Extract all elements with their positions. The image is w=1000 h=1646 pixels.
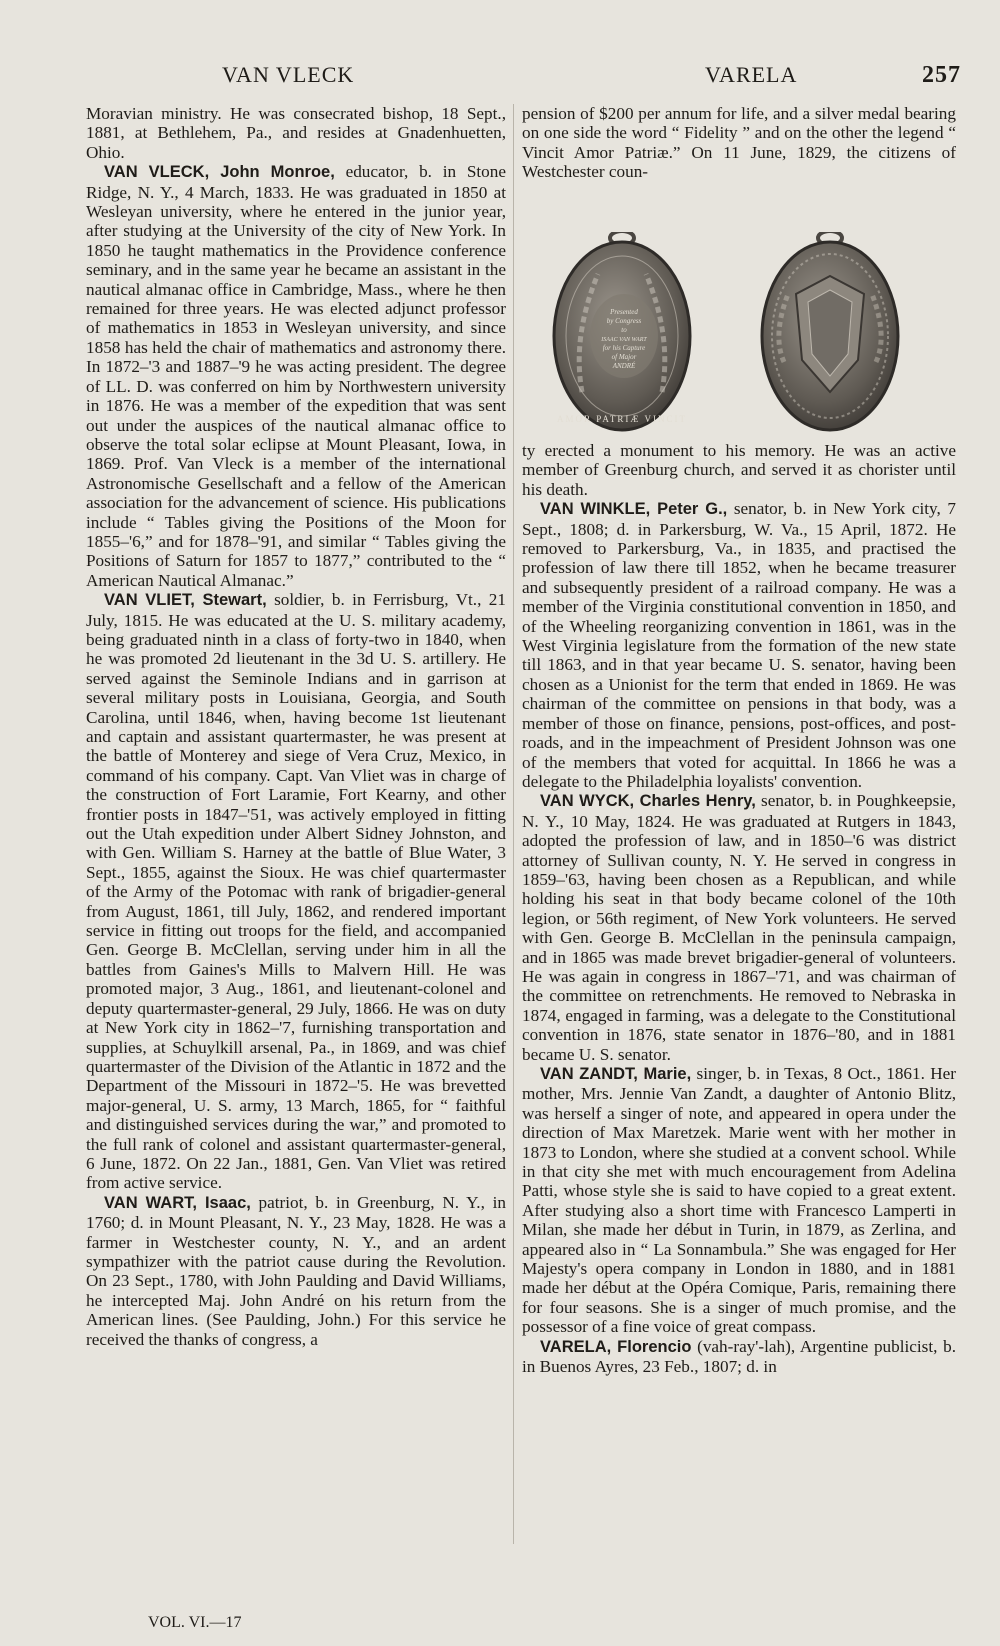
entry-continuation: Moravian ministry. He was consecrated bishop, 18 Sept., 1881, at Bethlehem, Pa., and resides at Gnadenhuetten, Ohio. — [86, 104, 506, 162]
entry-continuation-right: pension of $200 per annum for life, and a silver medal bearing on one side the word “ Fidelity ” and on the other the legend “ Vincit Amor Patriæ.” On 11 June, 1829, the citizens of Westchester coun- — [522, 104, 956, 182]
column-rule — [513, 104, 514, 1544]
medal-front — [554, 232, 690, 430]
entry-van-vliet: VAN VLIET, Stewart, soldier, b. in Ferrisburg, Vt., 21 July, 1815. He was educated at the U. S. military academy, being graduated ninth in a class of forty-two in 1840, when he was promoted 2d lieutenant in the 3d U. S. artillery. He served against the Seminole Indians and in garrison at several military posts in Louisiana, Georgia, and South Carolina, until 1846, when, having become 1st lieutenant and captain and assistant quartermaster, he was present at the battle of Monterey and siege of Vera Cruz, Mexico, in command of his company. Capt. Van Vliet was in charge of the construction of Fort Laramie, Fort Kearny, and other frontier posts in 1847–'51, was actively employed in fitting out the Utah expedition under Albert Sidney Johnston, and with Gen. William S. Harney at the battle of Blue Water, 3 Sept., 1855, against the Sioux. He was chief quartermaster of the Army of the Potomac with rank of brigadier-general from August, 1861, till July, 1862, and rendered important service in fitting out troops for the field, and accompanied Gen. George B. McClellan, serving under him in all the battles from Gaines's Mills to Malvern Hill. He was promoted major, 3 Aug., 1861, and lieutenant-colonel and deputy quartermaster-general, 29 July, 1866. He was on duty at New York city in 1862–'7, furnishing transportation and supplies, at Schuylkill arsenal, Pa., in 1869, and was chief quartermaster of the Division of the Atlantic in 1872 and the Department of the Missouri in 1872–'5. He was brevetted major-general, U. S. army, 13 March, 1865, for “ faithful and distinguished services during the war,” and promoted to the full rank of colonel and assistant quartermaster-general, 6 June, 1872. On 22 Jan., 1881, Gen. Van Vliet was retired from active service. — [86, 590, 506, 1193]
page-number: 257 — [922, 62, 961, 88]
entry-van-vleck: VAN VLECK, John Monroe, educator, b. in Stone Ridge, N. Y., 4 March, 1833. He was graduated in 1850 at Wesleyan university, where he entered in the junior year, after studying at the University of the city of New York. In 1850 he taught mathematics in the Providence conference seminary, and in the same year he became an assistant in the nautical almanac office in Cambridge, Mass., where he then remained for three years. He was elected adjunct professor of mathematics in 1853 in Wesleyan university, and since 1858 has held the chair of mathematics and astronomy there. In 1872–'3 and 1887–'9 he was acting president. The degree of LL. D. was conferred on him by Northwestern university in 1876. He was a member of the expedition that was sent out under the auspices of the nautical almanac office to observe the total solar eclipse at Mount Pleasant, Iowa, in 1869. Prof. Van Vleck is a member of the international Astronomische Gesellschaft and a fellow of the American association for the advancement of science. His publications include “ Tables giving the Positions of the Moon for 1855–'6,” and for 1878–'91, and similar “ Tables giving the Positions of Saturn for 1857 to 1877,” contributed to the “ American Nautical Almanac.” — [86, 162, 506, 590]
right-column-top — [522, 104, 956, 182]
entry-continuation-van-wart: ty erected a monument to his memory. He was an active member of Greenburg church, and served it as chorister until his death. — [522, 441, 956, 499]
medal-front-inscription-line: for his Capture — [602, 344, 646, 352]
volume-signature: VOL. VI.—17 — [148, 1614, 242, 1631]
entry-van-winkle: VAN WINKLE, Peter G., senator, b. in New York city, 7 Sept., 1808; d. in Parkersburg, W. Va., 15 April, 1872. He removed to Parkersburg, Va., in 1835, and practised the profession of law there till 1852, when he became treasurer and subsequently president of a railroad company. He was a member of the Virginia constitutional convention in 1850, and of the Wheeling reorganizing convention in 1861, was in the West Virginia legislature from the formation of the new state till 1863, and in that year became U. S. senator, having been chosen as a Unionist for the term that ended in 1869. He was chairman of the committee on pensions in that body, was a member of those on finance, pensions, post-offices, and post-roads, and in the impeachment of President Johnson was one of the members that voted for acquittal. In 1866 he was a delegate to the Philadelphia loyalists' convention. — [522, 499, 956, 791]
right-column-bottom — [522, 441, 956, 1377]
medal-front-inscription-line: to — [621, 326, 627, 334]
medal-front-inscription-line: of Major — [611, 353, 637, 361]
entry-van-wyck: VAN WYCK, Charles Henry, senator, b. in Poughkeepsie, N. Y., 10 May, 1824. He was graduated at Rutgers in 1843, adopted the profession of law, and in 1850–'6 was district attorney of Sullivan county, N. Y. He served in congress in 1859–'63, having been chosen as a Republican, and while holding his seat in that body became colonel of the 10th legion, or 56th regiment, of New York volunteers. He served with Gen. George B. McClellan in the peninsula campaign, and in 1865 was made brevet brigadier-general of volunteers. He was again in congress in 1867–'71, and was chairman of the committee on retrenchments. He removed to Nebraska in 1874, engaged in farming, was a delegate to the Constitutional convention in 1876, state senator in 1876–'80, and in 1881 became U. S. senator. — [522, 791, 956, 1064]
medal-front-rim-inscription: AMOR PATRIÆ VINCIT — [556, 414, 688, 424]
van-wart-medal-illustration — [552, 232, 956, 432]
entry-van-zandt: VAN ZANDT, Marie, singer, b. in Texas, 8 Oct., 1861. Her mother, Mrs. Jennie Van Zandt, a daughter of Antonio Blitz, was herself a singer of note, and appeared in opera under the direction of Max Maretzek. Marie went with her mother in 1873 to London, where she studied at a convent school. While in that city she met with much encouragement from Adelina Patti, whose style she is said to have copied to a great extent. After studying also a short time with Francesco Lamperti in Milan, she made her début in Turin, in 1879, as Zerlina, and appeared also in “ La Sonnambula.” She was engaged for Her Majesty's opera company in London in 1880, and in 1881 made her début at the Opéra Comique, Paris, remaining there for four seasons. She is a singer of much promise, and the possessor of a fine voice of great compass. — [522, 1064, 956, 1337]
medal-front-inscription-line: ISAAC VAN WART — [601, 337, 647, 343]
medal-front-inscription-line: by Congress — [606, 317, 642, 325]
medal-back — [762, 232, 898, 430]
medal-front-inscription-line: Presented — [610, 308, 638, 316]
medal-front-inscription-line: ANDRÉ — [612, 362, 636, 370]
running-head-center: VARELA — [705, 62, 798, 87]
entry-van-wart: VAN WART, Isaac, patriot, b. in Greenburg, N. Y., in 1760; d. in Mount Pleasant, N. Y., 23 May, 1828. He was a farmer in Westchester county, N. Y., and an ardent sympathizer with the patriot cause during the Revolution. On 23 Sept., 1780, with John Paulding and David Williams, he intercepted Maj. John André on his return from the American lines. (See Paulding, John.) For this service he received the thanks of congress, a — [86, 1192, 506, 1349]
entry-varela: VARELA, Florencio (vah-ray'-lah), Argentine publicist, b. in Buenos Ayres, 23 Feb., 1807; d. in — [522, 1336, 956, 1377]
left-column — [86, 104, 506, 1349]
running-head-left: VAN VLECK — [222, 62, 355, 87]
